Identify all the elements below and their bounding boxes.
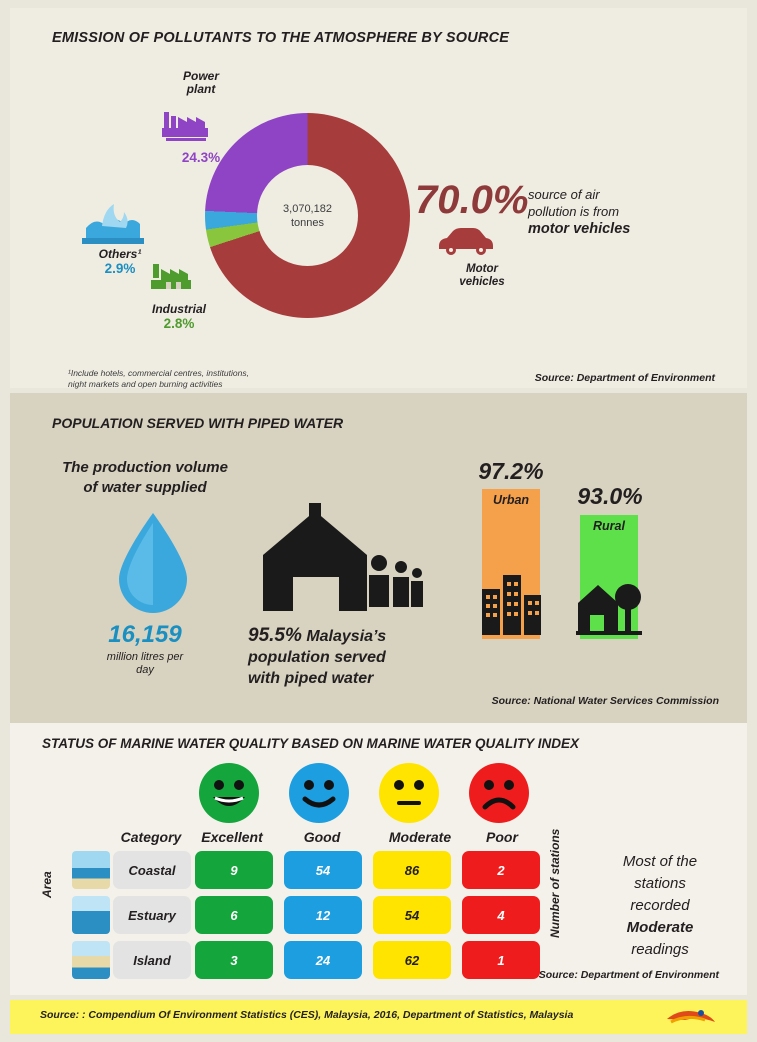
motor-text-line1: source of air: [528, 187, 600, 202]
house-family-icon: [253, 503, 423, 613]
power-plant-pct: 24.3%: [181, 150, 221, 165]
face-moderate-icon: [379, 763, 439, 823]
cell-island-poor: 1: [462, 941, 540, 979]
col-header-category: Category: [120, 829, 182, 845]
water-source: Source: National Water Services Commission: [491, 695, 719, 707]
cell-island-excellent: 3: [195, 941, 273, 979]
donut-center-value: 3,070,182: [283, 202, 332, 215]
motor-vehicle-caption: [442, 263, 522, 289]
footer-source-text: Source: : Compendium Of Environment Statistics (CES), Malaysia, 2016, Department of Statistics, Malaysia: [40, 1009, 574, 1021]
section-emission-title: EMISSION OF POLLUTANTS TO THE ATMOSPHERE BY SOURCE: [52, 30, 510, 46]
section-piped-water: [10, 393, 747, 723]
thumb-coastal: [72, 851, 110, 889]
cell-estuary-moderate: 54: [373, 896, 451, 934]
production-volume-text: [40, 458, 250, 498]
industrial-label: Industrial: [151, 302, 206, 316]
industrial-icon: [150, 258, 196, 292]
section-marine-title: STATUS OF MARINE WATER QUALITY BASED ON MARINE WATER QUALITY INDEX: [42, 736, 580, 751]
section-water-title: POPULATION SERVED WITH PIPED WATER: [52, 415, 344, 431]
footnote-line1: ¹Include hotels, commercial centres, institutions,: [68, 368, 249, 378]
cell-coastal-excellent: 9: [195, 851, 273, 889]
note-line2: stations: [634, 875, 686, 892]
power-plant-line1: Power: [182, 69, 219, 83]
emission-footnote: [68, 368, 328, 390]
household-pct-text: [248, 625, 438, 689]
thumb-estuary: [72, 896, 110, 934]
litres-unit: [70, 651, 220, 677]
household-text-line2: population served: [248, 649, 386, 666]
cell-island-moderate: 62: [373, 941, 451, 979]
axis-label-area: Area: [40, 871, 54, 898]
footer-bar: [10, 1000, 747, 1034]
face-good-icon: [289, 763, 349, 823]
cell-island-good: 24: [284, 941, 362, 979]
section-marine-quality: [10, 723, 747, 995]
litres-value: 16,159: [108, 621, 182, 648]
label-others: [85, 248, 155, 276]
row-label-island: Island: [113, 941, 191, 979]
marine-note: [575, 851, 745, 961]
thumb-island: [72, 941, 110, 979]
note-line1: Most of the: [622, 853, 698, 870]
litres-unit-line1: million litres per: [106, 651, 184, 663]
note-line3: recorded: [630, 897, 690, 914]
cell-coastal-poor: 2: [462, 851, 540, 889]
donut-center: [257, 165, 358, 266]
note-line4: Moderate: [626, 919, 694, 936]
rural-pct: 93.0%: [577, 483, 643, 509]
cell-estuary-excellent: 6: [195, 896, 273, 934]
power-plant-line2: plant: [186, 82, 216, 96]
col-header-excellent: Excellent: [201, 829, 263, 845]
others-pct: 2.9%: [104, 261, 136, 276]
cell-coastal-moderate: 86: [373, 851, 451, 889]
litres-unit-line2: day: [136, 664, 154, 676]
urban-bar-label: Urban: [492, 493, 530, 507]
urban-pct: 97.2%: [478, 458, 544, 484]
motor-caption-line2: vehicles: [459, 276, 505, 288]
face-poor-icon: [469, 763, 529, 823]
others-label: Others¹: [98, 247, 142, 261]
col-header-poor: Poor: [486, 829, 518, 845]
axis-label-stations: Number of stations: [548, 828, 562, 938]
marine-source: Source: Department of Environment: [538, 969, 719, 981]
note-line5: readings: [631, 941, 689, 958]
cell-estuary-good: 12: [284, 896, 362, 934]
city-buildings-icon: [480, 561, 544, 637]
donut-center-unit: tonnes: [290, 216, 325, 229]
motor-text-line2: pollution is from: [528, 204, 620, 219]
others-icon: [82, 198, 144, 244]
col-header-good: Good: [303, 829, 341, 845]
cell-estuary-poor: 4: [462, 896, 540, 934]
motor-text-bold: motor vehicles: [528, 221, 631, 237]
emission-donut-chart: [205, 113, 410, 318]
row-label-estuary: Estuary: [113, 896, 191, 934]
row-label-coastal: Coastal: [113, 851, 191, 889]
dosm-logo-icon: [661, 1003, 719, 1031]
household-text-line3: with piped water: [248, 670, 374, 687]
industrial-pct: 2.8%: [163, 316, 195, 331]
face-excellent-icon: [199, 763, 259, 823]
col-header-moderate: Moderate: [388, 829, 452, 845]
motor-vehicle-pct: 70.0%: [415, 178, 529, 222]
rural-bar-label: Rural: [593, 519, 625, 533]
prod-line2: of water supplied: [83, 479, 207, 496]
motor-vehicle-text: [528, 186, 708, 238]
prod-line1: The production volume: [62, 459, 228, 476]
rural-house-tree-icon: [576, 571, 642, 637]
motor-caption-line1: Motor: [466, 263, 498, 275]
section-emission: [10, 8, 747, 388]
car-icon: [435, 226, 497, 256]
footnote-line2: night markets and open burning activities: [68, 379, 223, 389]
emission-source: Source: Department of Environment: [534, 372, 715, 384]
household-text-line1: Malaysia’s: [306, 628, 387, 645]
label-power-plant: [160, 70, 242, 96]
household-pct: 95.5%: [248, 625, 302, 646]
water-drop-icon: [113, 511, 193, 616]
cell-coastal-good: 54: [284, 851, 362, 889]
